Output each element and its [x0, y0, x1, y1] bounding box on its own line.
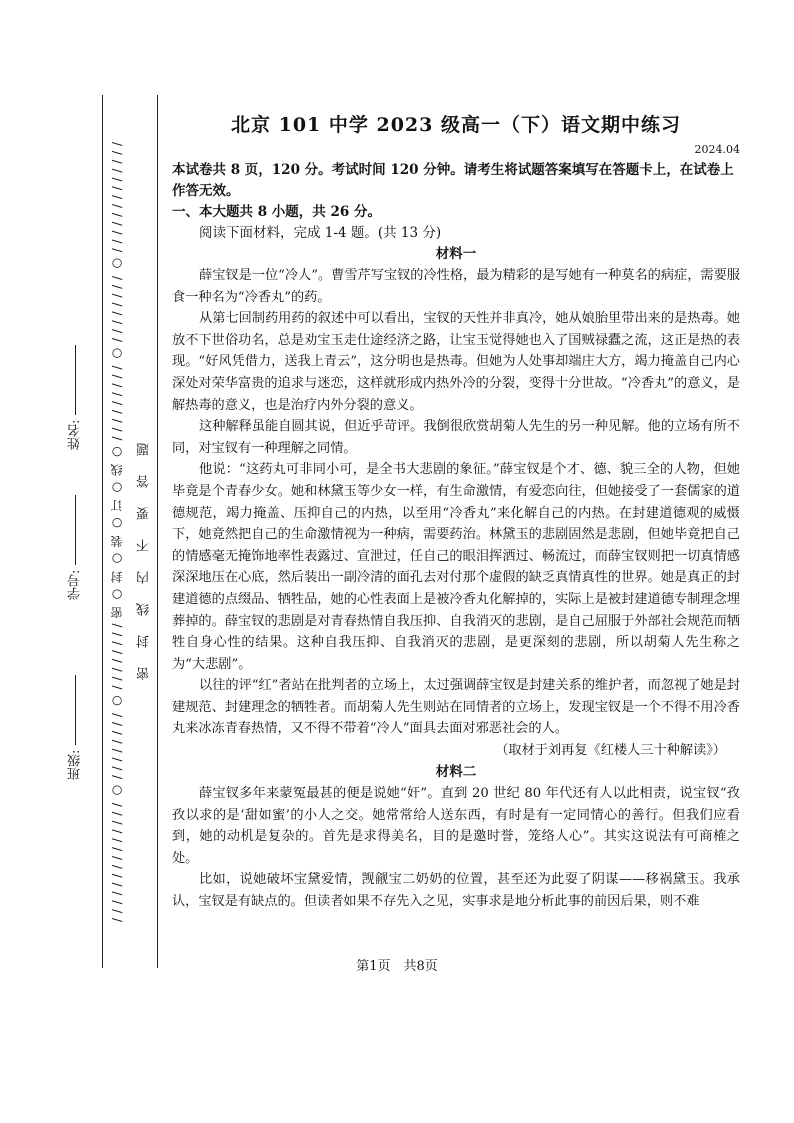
material2-heading: 材料二 [435, 764, 477, 781]
exam-title: 北京 101 中学 2023 级高一（下）语文期中练习 [230, 114, 681, 136]
exam-date: 2024.04 [694, 143, 740, 156]
material1-heading: 材料一 [435, 246, 477, 262]
name-label: 姓名: [68, 419, 83, 450]
seal-line-text: / / / / / / / / / / / / / / ○ / / / / / / / / ○ / / / / / / / / 密 ○ 封 ○ 装 ○ 订 ○ 线 ○ / / / / / / / / / ○ / / / / / / / / ○ / / / / / / / / / / / / / [110, 141, 124, 922]
binding-line-inner [157, 95, 158, 968]
seal-warning: 密封线内不要答题 [137, 424, 152, 680]
class-field [64, 660, 88, 780]
section-heading: 一、本大题共 8 小题，共 26 分。 [172, 204, 381, 220]
material1-paragraph: 薛宝钗是一位“冷人”。曹雪芹写宝钗的冷性格，最为精彩的是写她有一种莫名的病症，需要服食一种名为“冷香丸”的药。 [172, 268, 740, 305]
exam-content [172, 110, 740, 913]
material1-paragraph: 以往的评“红”者站在批判者的立场上，太过强调薛宝钗是封建关系的维护者，而忽视了她是封建规范、封建理念的牺牲者。而胡菊人先生则站在同情者的立场上，发现宝钗是一个不得不用冷香丸来冰冻青春热情，又不得不带着“冷人”面具去面对邪恶社会的人。 [172, 678, 740, 737]
material2-paragraph: 比如，说她破坏宝黛爱情，觊觎宝二奶奶的位置，甚至还为此耍了阴谋——移祸黛玉。我承认，宝钗是有缺点的。但读者如果不存先入之见，实事求是地分析此事的前因后果，则不难 [172, 872, 740, 910]
material2-paragraph: 薛宝钗多年来蒙冤最甚的便是说她“奸”。直到 20 世纪 80 年代还有人以此相责，说宝钗“孜孜以求的是‘甜如蜜’的小人之交。她常常给人送东西，有时是有一定同情心的善行。但我们应看到，她的动机是复杂的。首先是求得美名，目的是邀时誉，笼络人心”。其实这说法有可商榷之处。 [172, 786, 740, 866]
instructions: 本试卷共 8 页，120 分。考试时间 120 分钟。请考生将试题答案填写在答题卡上，在试卷上作答无效。 [172, 162, 734, 199]
student-id-blank[interactable] [76, 495, 77, 565]
class-label: 班级: [68, 749, 83, 780]
material1-paragraph: 他说：“这药丸可非同小可，是全书大悲剧的象征。”薛宝钗是个才、德、貌三全的人物，但她毕竟是个青春少女。她和林黛玉等少女一样，有生命激情，有爱恋向往，但她接受了一套儒家的道德规范，竭力掩盖、压抑自己的内热，以至用“冷香丸”来化解自己的内热。在封建道德观的威慑下，她竟然把自己的生命激情视为一种病，需要药治。林黛玉的悲剧固然是悲剧，但她毕竟把自己的情感毫无掩饰地率性表露过、宣泄过，任自己的眼泪挥洒过、畅流过，而薛宝钗则把一切真情感深深地压在心底，然后装出一副冷清的面孔去对付那个虚假的缺乏真情真性的世界。她是真正的封建道德的点缀品、牺牲品，她的心性表面上是被冷香丸化解掉的，实际上是被封建道德专制理念埋葬掉的。薛宝钗的悲剧是对青春热情自我压抑、自我消灭的悲剧，是自己屈服于外部社会规范而牺牲自身心性的结果。这种自我压抑、自我消灭的悲剧，是更深刻的悲剧，所以胡菊人先生称之为“大悲剧”。 [172, 462, 740, 672]
student-id-label: 学号: [68, 569, 83, 600]
reading-prompt: 阅读下面材料，完成 1-4 题。(共 13 分) [199, 225, 442, 241]
page-number: 第1页 共8页 [356, 959, 438, 974]
class-blank[interactable] [76, 675, 77, 745]
name-field [64, 325, 88, 450]
material1-paragraph: 从第七回制药用药的叙述中可以看出，宝钗的天性并非真冷，她从娘胎里带出来的是热毒。她放不下世俗功名，总是劝宝玉走仕途经济之路，让宝玉觉得她也入了国贼禄蠹之流，这正是热的表现。“好风凭借力，送我上青云”，这分明也是热毒。但她为人处事却端庄大方，竭力掩盖自己内心深处对荣华富贵的追求与迷恋，这样就形成内热外冷的分裂，变得十分世故。“冷香丸”的意义，是解热毒的意义，也是治疗内外分裂的意义。 [172, 311, 740, 413]
student-id-field [64, 475, 88, 600]
name-blank[interactable] [76, 345, 77, 415]
binding-line-outer [102, 95, 103, 968]
material1-source: （取材于刘再复《红楼人三十种解读》） [495, 743, 726, 759]
material1-paragraph: 这种解释虽能自圆其说，但近乎苛评。我倒很欣赏胡菊人先生的另一种见解。他的立场有所不同，对宝钗有一种理解之同情。 [172, 419, 740, 456]
